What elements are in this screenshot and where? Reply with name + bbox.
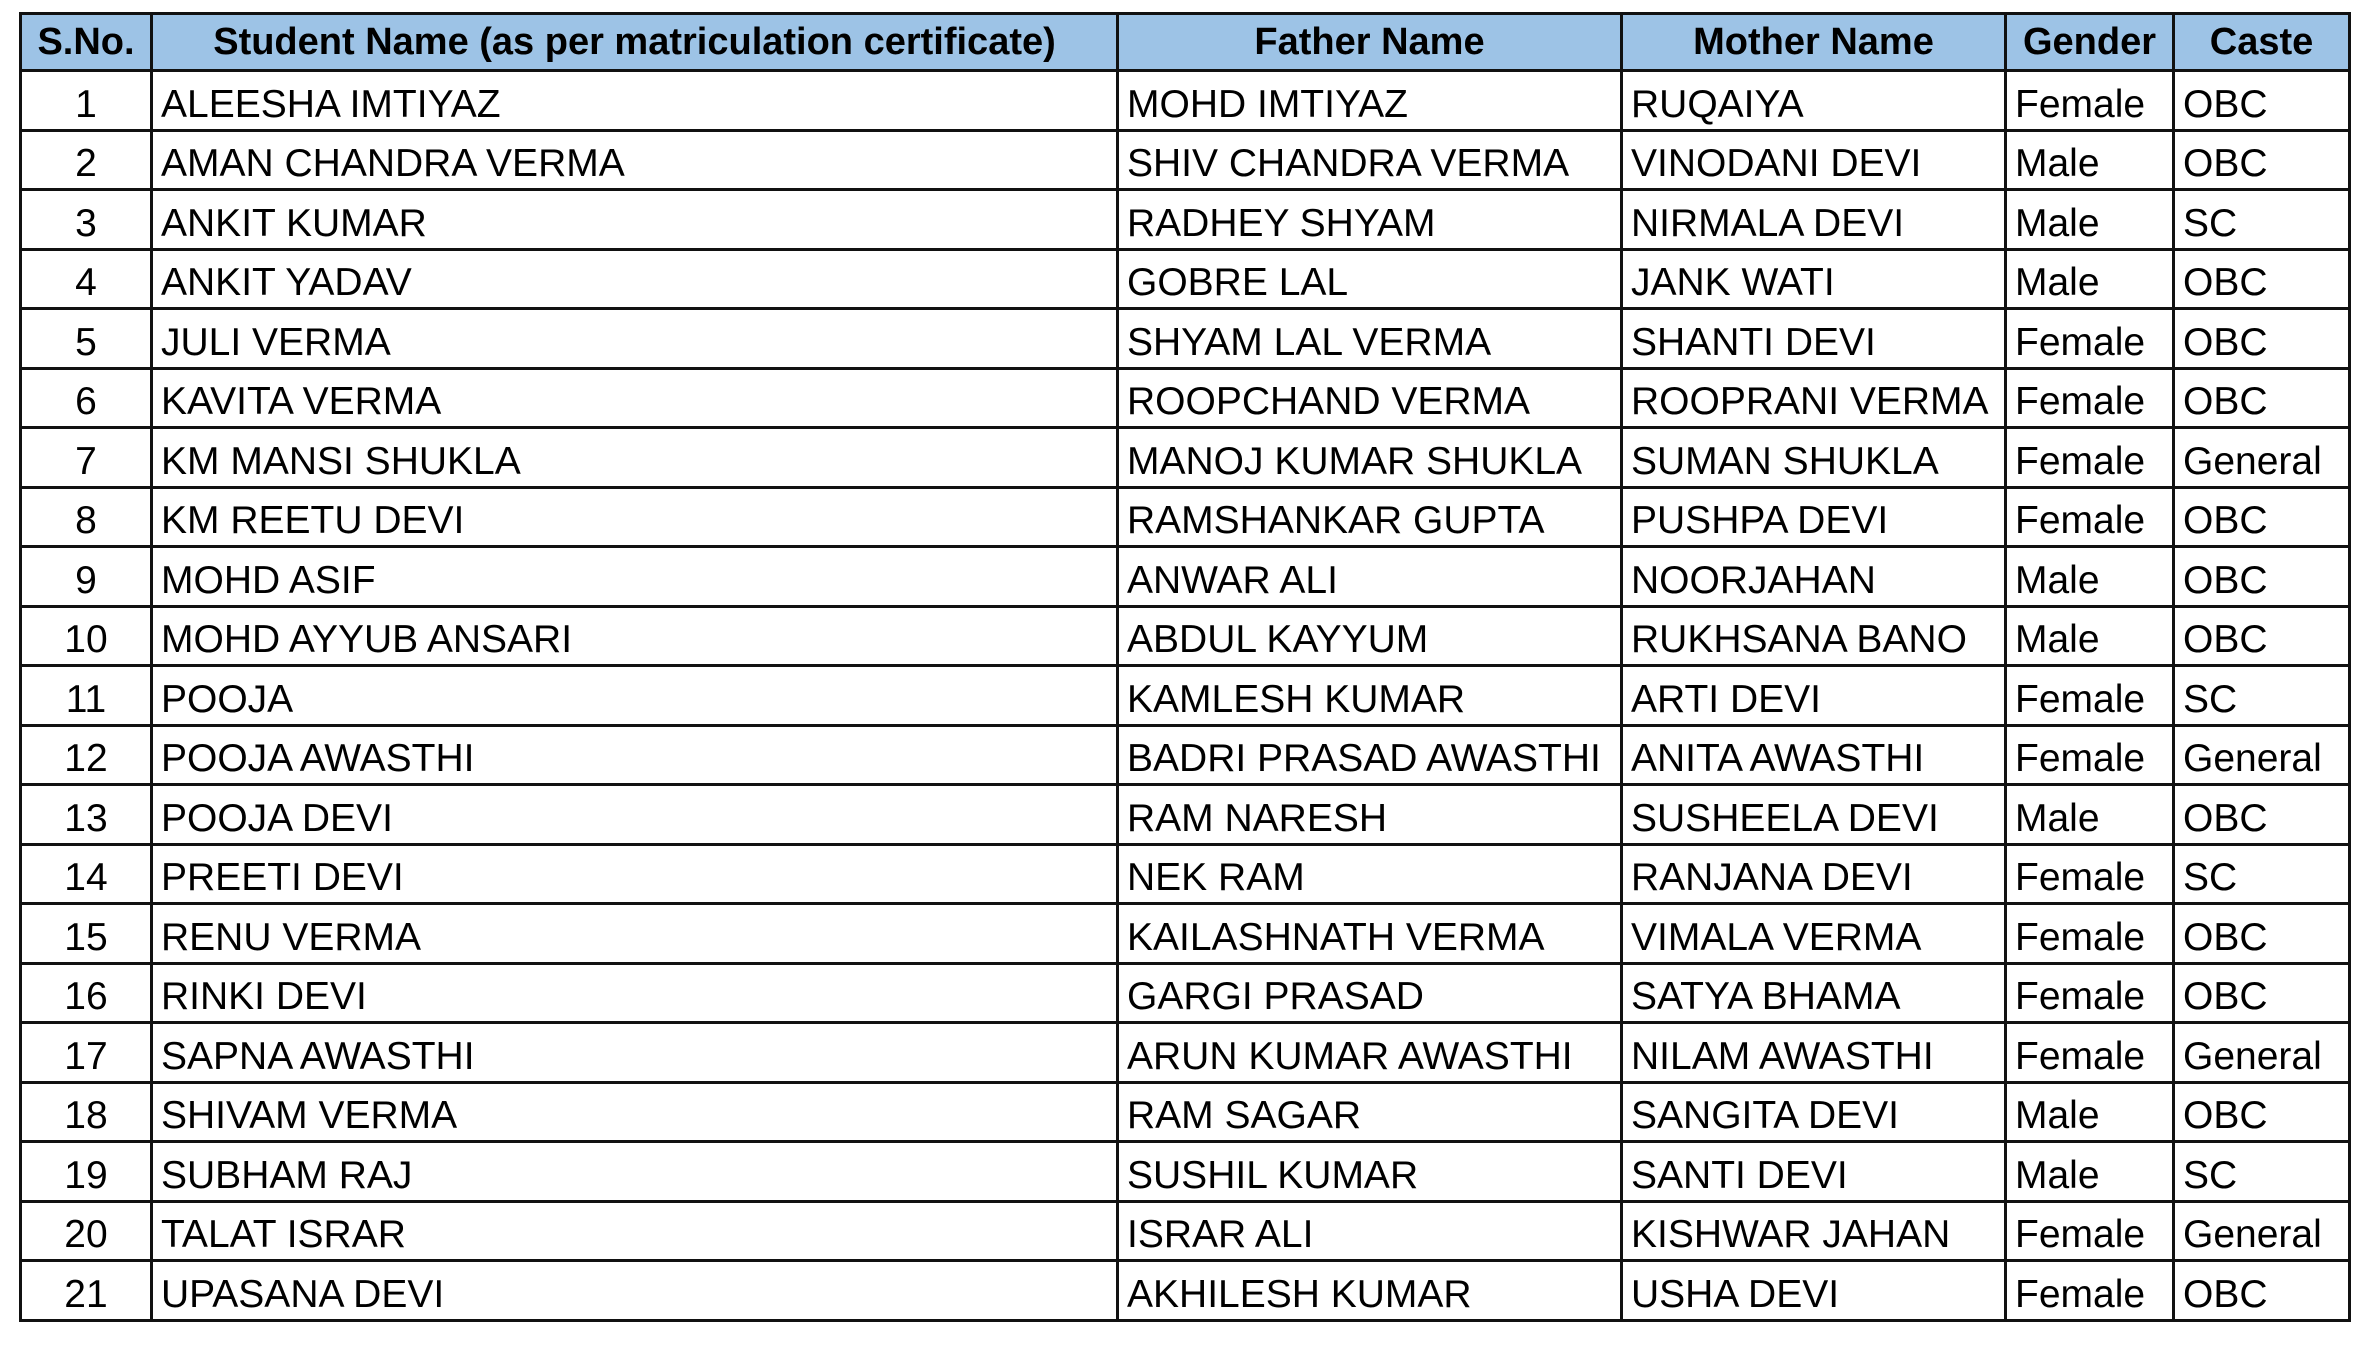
cell-caste: OBC bbox=[2174, 71, 2350, 131]
table-row bbox=[21, 1023, 2350, 1083]
cell-gender: Male bbox=[2006, 606, 2174, 666]
table-row bbox=[21, 190, 2350, 250]
cell-caste: OBC bbox=[2174, 606, 2350, 666]
cell-father-name: MANOJ KUMAR SHUKLA bbox=[1118, 428, 1622, 488]
cell-mother-name: PUSHPA DEVI bbox=[1622, 487, 2006, 547]
cell-father-name: RAMSHANKAR GUPTA bbox=[1118, 487, 1622, 547]
cell-caste: General bbox=[2174, 428, 2350, 488]
cell-mother-name: RUQAIYA bbox=[1622, 71, 2006, 131]
table-body bbox=[21, 71, 2350, 1321]
cell-student-name: KM REETU DEVI bbox=[152, 487, 1118, 547]
table-row bbox=[21, 785, 2350, 845]
header-caste: Caste bbox=[2174, 14, 2350, 71]
cell-mother-name: ARTI DEVI bbox=[1622, 666, 2006, 726]
cell-gender: Female bbox=[2006, 844, 2174, 904]
cell-sno: 9 bbox=[21, 547, 152, 607]
table-row bbox=[21, 1142, 2350, 1202]
cell-gender: Female bbox=[2006, 1023, 2174, 1083]
cell-father-name: ABDUL KAYYUM bbox=[1118, 606, 1622, 666]
cell-caste: OBC bbox=[2174, 1082, 2350, 1142]
cell-gender: Male bbox=[2006, 249, 2174, 309]
cell-mother-name: ANITA AWASTHI bbox=[1622, 725, 2006, 785]
cell-student-name: PREETI DEVI bbox=[152, 844, 1118, 904]
cell-gender: Female bbox=[2006, 666, 2174, 726]
cell-gender: Male bbox=[2006, 547, 2174, 607]
cell-student-name: POOJA bbox=[152, 666, 1118, 726]
cell-sno: 17 bbox=[21, 1023, 152, 1083]
table-row bbox=[21, 71, 2350, 131]
table-row bbox=[21, 1201, 2350, 1261]
cell-sno: 6 bbox=[21, 368, 152, 428]
cell-student-name: JULI VERMA bbox=[152, 309, 1118, 369]
table-row bbox=[21, 309, 2350, 369]
cell-gender: Female bbox=[2006, 904, 2174, 964]
cell-sno: 12 bbox=[21, 725, 152, 785]
cell-caste: OBC bbox=[2174, 309, 2350, 369]
student-list-sheet bbox=[19, 12, 2351, 1322]
cell-father-name: RAM NARESH bbox=[1118, 785, 1622, 845]
cell-father-name: MOHD IMTIYAZ bbox=[1118, 71, 1622, 131]
cell-sno: 18 bbox=[21, 1082, 152, 1142]
table-row bbox=[21, 487, 2350, 547]
cell-mother-name: ROOPRANI VERMA bbox=[1622, 368, 2006, 428]
cell-sno: 14 bbox=[21, 844, 152, 904]
cell-father-name: KAMLESH KUMAR bbox=[1118, 666, 1622, 726]
cell-student-name: TALAT ISRAR bbox=[152, 1201, 1118, 1261]
cell-father-name: SHYAM LAL VERMA bbox=[1118, 309, 1622, 369]
cell-gender: Female bbox=[2006, 71, 2174, 131]
table-row bbox=[21, 1082, 2350, 1142]
cell-caste: OBC bbox=[2174, 368, 2350, 428]
cell-sno: 4 bbox=[21, 249, 152, 309]
cell-caste: General bbox=[2174, 1201, 2350, 1261]
cell-sno: 15 bbox=[21, 904, 152, 964]
cell-gender: Female bbox=[2006, 1201, 2174, 1261]
header-mother-name: Mother Name bbox=[1622, 14, 2006, 71]
cell-sno: 3 bbox=[21, 190, 152, 250]
cell-mother-name: SHANTI DEVI bbox=[1622, 309, 2006, 369]
cell-father-name: RADHEY SHYAM bbox=[1118, 190, 1622, 250]
cell-sno: 13 bbox=[21, 785, 152, 845]
cell-mother-name: VIMALA VERMA bbox=[1622, 904, 2006, 964]
cell-mother-name: NIRMALA DEVI bbox=[1622, 190, 2006, 250]
cell-father-name: SHIV CHANDRA VERMA bbox=[1118, 130, 1622, 190]
cell-father-name: ISRAR ALI bbox=[1118, 1201, 1622, 1261]
cell-mother-name: SANGITA DEVI bbox=[1622, 1082, 2006, 1142]
cell-father-name: RAM SAGAR bbox=[1118, 1082, 1622, 1142]
cell-student-name: RINKI DEVI bbox=[152, 963, 1118, 1023]
cell-sno: 5 bbox=[21, 309, 152, 369]
cell-gender: Female bbox=[2006, 725, 2174, 785]
cell-mother-name: SUMAN SHUKLA bbox=[1622, 428, 2006, 488]
cell-sno: 11 bbox=[21, 666, 152, 726]
cell-caste: SC bbox=[2174, 1142, 2350, 1202]
cell-father-name: ANWAR ALI bbox=[1118, 547, 1622, 607]
cell-mother-name: JANK WATI bbox=[1622, 249, 2006, 309]
cell-caste: OBC bbox=[2174, 130, 2350, 190]
header-father-name: Father Name bbox=[1118, 14, 1622, 71]
cell-student-name: MOHD ASIF bbox=[152, 547, 1118, 607]
cell-caste: SC bbox=[2174, 190, 2350, 250]
cell-gender: Male bbox=[2006, 1142, 2174, 1202]
cell-sno: 8 bbox=[21, 487, 152, 547]
header-gender: Gender bbox=[2006, 14, 2174, 71]
cell-student-name: ANKIT KUMAR bbox=[152, 190, 1118, 250]
cell-mother-name: SUSHEELA DEVI bbox=[1622, 785, 2006, 845]
cell-caste: OBC bbox=[2174, 547, 2350, 607]
table-row bbox=[21, 130, 2350, 190]
cell-student-name: SHIVAM VERMA bbox=[152, 1082, 1118, 1142]
cell-caste: OBC bbox=[2174, 963, 2350, 1023]
cell-gender: Female bbox=[2006, 428, 2174, 488]
cell-father-name: SUSHIL KUMAR bbox=[1118, 1142, 1622, 1202]
header-student-name: Student Name (as per matriculation certificate) bbox=[152, 14, 1118, 71]
cell-student-name: AMAN CHANDRA VERMA bbox=[152, 130, 1118, 190]
cell-father-name: NEK RAM bbox=[1118, 844, 1622, 904]
cell-gender: Male bbox=[2006, 130, 2174, 190]
cell-student-name: KAVITA VERMA bbox=[152, 368, 1118, 428]
cell-sno: 1 bbox=[21, 71, 152, 131]
cell-sno: 20 bbox=[21, 1201, 152, 1261]
cell-mother-name: VINODANI DEVI bbox=[1622, 130, 2006, 190]
cell-student-name: SUBHAM RAJ bbox=[152, 1142, 1118, 1202]
cell-gender: Female bbox=[2006, 487, 2174, 547]
table-row bbox=[21, 963, 2350, 1023]
cell-mother-name: RUKHSANA BANO bbox=[1622, 606, 2006, 666]
cell-sno: 19 bbox=[21, 1142, 152, 1202]
header-sno: S.No. bbox=[21, 14, 152, 71]
cell-gender: Female bbox=[2006, 368, 2174, 428]
cell-student-name: RENU VERMA bbox=[152, 904, 1118, 964]
cell-mother-name: RANJANA DEVI bbox=[1622, 844, 2006, 904]
cell-gender: Male bbox=[2006, 190, 2174, 250]
cell-caste: OBC bbox=[2174, 785, 2350, 845]
cell-caste: OBC bbox=[2174, 904, 2350, 964]
cell-sno: 16 bbox=[21, 963, 152, 1023]
table-row bbox=[21, 428, 2350, 488]
student-table bbox=[19, 12, 2351, 1322]
table-row bbox=[21, 606, 2350, 666]
cell-sno: 21 bbox=[21, 1261, 152, 1321]
cell-mother-name: USHA DEVI bbox=[1622, 1261, 2006, 1321]
cell-gender: Male bbox=[2006, 785, 2174, 845]
cell-caste: SC bbox=[2174, 844, 2350, 904]
cell-student-name: MOHD AYYUB ANSARI bbox=[152, 606, 1118, 666]
cell-caste: SC bbox=[2174, 666, 2350, 726]
cell-mother-name: KISHWAR JAHAN bbox=[1622, 1201, 2006, 1261]
table-row bbox=[21, 666, 2350, 726]
cell-student-name: UPASANA DEVI bbox=[152, 1261, 1118, 1321]
cell-caste: OBC bbox=[2174, 487, 2350, 547]
table-row bbox=[21, 547, 2350, 607]
table-row bbox=[21, 904, 2350, 964]
cell-mother-name: NILAM AWASTHI bbox=[1622, 1023, 2006, 1083]
table-row bbox=[21, 368, 2350, 428]
cell-sno: 10 bbox=[21, 606, 152, 666]
cell-father-name: GOBRE LAL bbox=[1118, 249, 1622, 309]
cell-sno: 7 bbox=[21, 428, 152, 488]
cell-gender: Female bbox=[2006, 309, 2174, 369]
cell-student-name: POOJA AWASTHI bbox=[152, 725, 1118, 785]
cell-student-name: SAPNA AWASTHI bbox=[152, 1023, 1118, 1083]
table-row bbox=[21, 1261, 2350, 1321]
cell-student-name: KM MANSI SHUKLA bbox=[152, 428, 1118, 488]
cell-student-name: POOJA DEVI bbox=[152, 785, 1118, 845]
cell-caste: General bbox=[2174, 1023, 2350, 1083]
cell-gender: Male bbox=[2006, 1082, 2174, 1142]
cell-father-name: KAILASHNATH VERMA bbox=[1118, 904, 1622, 964]
table-row bbox=[21, 249, 2350, 309]
cell-gender: Female bbox=[2006, 963, 2174, 1023]
cell-mother-name: SATYA BHAMA bbox=[1622, 963, 2006, 1023]
cell-mother-name: NOORJAHAN bbox=[1622, 547, 2006, 607]
cell-mother-name: SANTI DEVI bbox=[1622, 1142, 2006, 1202]
cell-student-name: ALEESHA IMTIYAZ bbox=[152, 71, 1118, 131]
cell-student-name: ANKIT YADAV bbox=[152, 249, 1118, 309]
cell-gender: Female bbox=[2006, 1261, 2174, 1321]
cell-father-name: ROOPCHAND VERMA bbox=[1118, 368, 1622, 428]
table-row bbox=[21, 844, 2350, 904]
header-row bbox=[21, 14, 2350, 71]
cell-father-name: BADRI PRASAD AWASTHI bbox=[1118, 725, 1622, 785]
cell-father-name: ARUN KUMAR AWASTHI bbox=[1118, 1023, 1622, 1083]
cell-sno: 2 bbox=[21, 130, 152, 190]
cell-caste: OBC bbox=[2174, 249, 2350, 309]
cell-father-name: GARGI PRASAD bbox=[1118, 963, 1622, 1023]
cell-caste: General bbox=[2174, 725, 2350, 785]
cell-father-name: AKHILESH KUMAR bbox=[1118, 1261, 1622, 1321]
cell-caste: OBC bbox=[2174, 1261, 2350, 1321]
table-row bbox=[21, 725, 2350, 785]
